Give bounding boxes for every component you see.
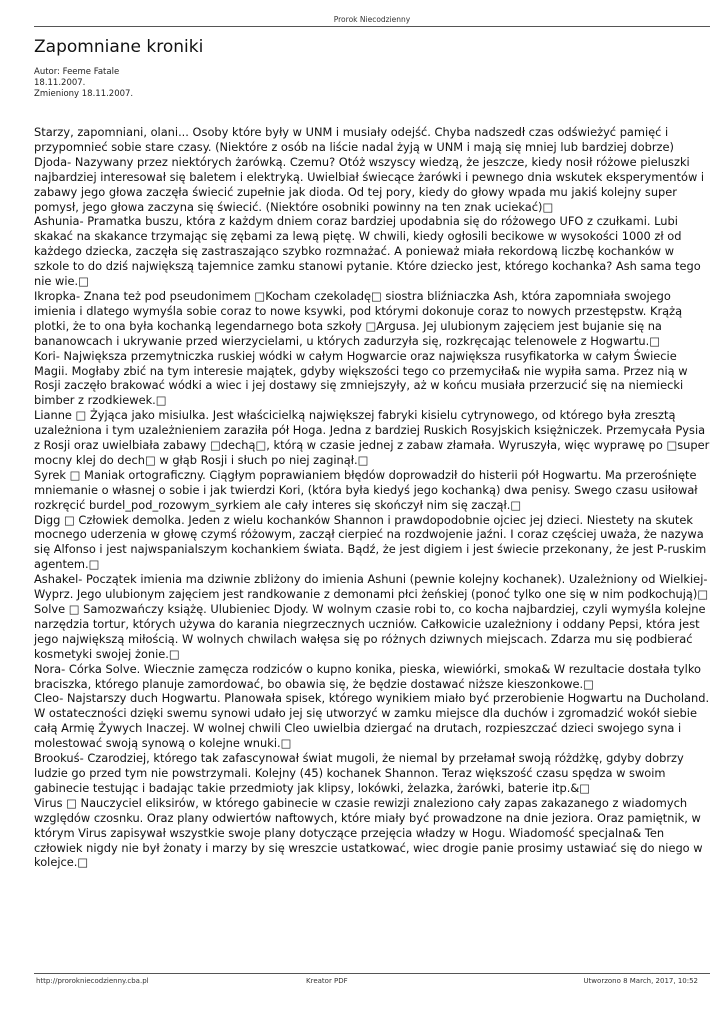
paragraph-cleo: Cleo- Najstarszy duch Hogwartu. Planowała spisek, którego wynikiem miało być przerobienie Hogwartu na Ducholand. W ostateczności dzięki swemu synowi udało jej się utworzyć w zamku miejsce dla duchów i zgromadzić wokół siebie całą Armię Żywych Inaczej. W wolnej chwili Cleo uwielbia dziergać na drutach, rozpieszczać dzieci swojego syna i molestować swoją synową o kolejne wnuki.□	[34, 691, 710, 751]
modified-date: Zmieniony 18.11.2007.	[34, 89, 134, 99]
article-body	[34, 125, 712, 870]
paragraph-nora: Nora- Córka Solve. Wiecznie zamęcza rodziców o kupno konika, pieska, wiewiórki, smoka& W rezultacie dostała tylko braciszka, którego planuje zamordować, bo obawia się, że będzie dostawać niższe kieszonkowe.□	[34, 661, 701, 691]
paragraph-ikropka: Ikropka- Znana też pod pseudonimem □Kocham czekoladę□ siostra bliźniaczka Ash, która zapomniała swojego imienia i dlatego wymyśla sobie coraz to nowe ksywki, pod którymi dokonuje coraz to nowych przestępstw. Krążą plotki, że to ona była kochanką legendarnego bota szkoły □Argusa. Jej ulubionym zajęciem jest bujanie się na bananowcach i ukrywanie przed wierzycielami, u których zadurzyła się, rozkręcając telenowele z Hogwartu.□	[34, 288, 683, 348]
paragraph-ashakel: Ashakel- Początek imienia ma dziwnie zbliżony do imienia Ashuni (pewnie kolejny kochanek). Uzależniony od Wielkiej-Wyprz. Jego ulubionym zajęciem jest randkowanie z demonami płci żeńskiej (ponoć tylko one się w nim podkochują)□	[34, 572, 709, 602]
article-title: Zapomniane kroniki	[34, 37, 204, 57]
paragraph-digg: Digg □ Człowiek demolka. Jeden z wielu kochanków Shannon i prawdopodobnie ojciec jej dzieci. Niestety na skutek mocnego uderzenia w głowę czymś różowym, zaczął cierpieć na rozdwojenie jaźni. I coraz częściej uważa, że nazywa się Alfonso i jest najwspanialszym kochankiem świata. Bądź, że jest digiem i jest świecie przekonany, że jest P-ruskim agentem.□	[34, 512, 707, 572]
site-name: Prorok Niecodzienny	[333, 15, 411, 24]
publish-date: 18.11.2007.	[34, 78, 86, 88]
paragraph-djoda: Djoda- Nazywany przez niektórych żarówką. Czemu? Otóż wszyscy wiedzą, że jeszcze, kiedy nosił różowe pieluszki najbardziej interesował się baletem i elektryką. Uwielbiał świecące żarówki i pewnego dnia wskutek eksperymentów i zabawy jego głowa zaczęła świecić zupełnie jak dioda. Od tej pory, kiedy do głowy wpada mu jakiś kolejny super pomysł, jego głowa zaczyna się świecić. (Niektóre osobniki powinny na ten znak uciekać)□	[34, 154, 705, 214]
paragraph-lianne: Lianne □ Żyjąca jako misiulka. Jest właścicielką największej fabryki kisielu cytrynowego, od którego była zresztą uzależniona i tym uzależnieniem zaraziła pół Hoga. Jedna z bardziej Ruskich Rosyjskich księżniczek. Przemycała Pysia z Rosji oraz uwielbiała zabawy □dechą□, którą w czasie jednej z zabaw złamała. Wyruszyła, więc wyprawę po □super mocny klej do dech□ w głąb Rosji i słuch po niej zaginął.□	[34, 408, 710, 467]
footer-created: Utworzono 8 March, 2017, 10:52	[583, 977, 698, 985]
footer-url[interactable]: http://prorokniecodzienny.cba.pl	[36, 977, 149, 985]
paragraph-ashunia: Ashunia- Pramatka buszu, która z każdym dniem coraz bardziej upodabnia się do różowego UFO z czułkami. Lubi skakać na skakance trzymając się zębami za lewą piętę. W chwili, kiedy ogłosili becikowe w wysokości 1000 zł od każdego dziecka, zaczęła się zastraszająco szybko rozmnażać. A ponieważ miała rekordową liczbę kochanków w szkole to do dziś największą tajemnice zamku stanowi pytanie. Które dziecko jest, którego kochanka? Ash sama tego nie wie.□	[34, 214, 701, 289]
page-footer	[34, 973, 710, 986]
paragraph-virus: Virus □ Nauczyciel eliksirów, w którego gabinecie w czasie rewizji znaleziono cały zapas zakazanego z wiadomych względów czosnku. Oraz plany odwiertów naftowych, które miały być prowadzone na dnie jeziora. Oraz pamiętnik, w którym Virus zapisywał wszystkie swoje plany dotyczące przejęcia władzy w Hogu. Wiadomość specjalna& Ten człowiek nigdy nie był żonaty i marzy by się wreszcie ustatkować, wiec drogie panie prosimy ustawiać się do niego w kolejce.□	[34, 795, 703, 870]
paragraph-syrek: Syrek □ Maniak ortograficzny. Ciągłym poprawianiem błędów doprowadził do histerii pół Hogwartu. Ma przerośnięte mniemanie o własnej o sobie i jak twierdzi Kori, (która była kiedyś jego kochanką) dwa penisy. Swego czasu usiłował rozkręcić burdel_pod_rozowym_syrkiem ale cały interes się skończył nim się zaczął.□	[34, 467, 698, 512]
paragraph-brookus: Brookuś- Czarodziej, którego tak zafascynował świat mugoli, że niemal by przełamał swoją różdżkę, gdyby dobrzy ludzie go przed tym nie powstrzymali. Kolejny (45) kochanek Shannon. Teraz większość czasu spędza w swoim gabinecie testując i badając takie przedmioty jak klipsy, lokówki, żelazka, żarówki, baterie itp.&□	[34, 751, 684, 795]
page-header	[34, 15, 710, 27]
paragraph-solve: Solve □ Samozwańczy książę. Ulubieniec Djody. W wolnym czasie robi to, co kocha najbardziej, czyli wymyśla kolejne narzędzia tortur, których używa do karania niegrzecznych uczniów. Całkowicie uzależniony i oddany Pepsi, która jest jego największą miłością. W wolnych chwilach wałęsa się po różnych dziwnych miejscach. Zdarza mu się podbierać kosmetyki swojej żonie.□	[34, 602, 706, 661]
article-meta	[34, 67, 133, 100]
author-line: Autor: Feeme Fatale	[34, 67, 120, 77]
paragraph-intro: Starzy, zapomniani, olani... Osoby które były w UNM i musiały odejść. Chyba nadszedł czas odświeżyć pamięć i przypomnieć sobie stare czasy. (Niektóre z osób na liście nadal żyją w UNM i mają się mniej lub bardziej dobrze)	[34, 125, 674, 154]
paragraph-kori: Kori- Największa przemytniczka ruskiej wódki w całym Hogwarcie oraz największa rusyfikatorka w całym Świecie Magii. Mogłaby zbić na tym interesie majątek, gdyby większości tego co przemyciła& nie wypiła sama. Przez nią w Rosji zaczęło brakować wódki a wiec i jej dostawy się zmniejszyły, aż w końcu musiała przerzucić się na niemiecki bimber z rzodkiewek.□	[34, 348, 688, 408]
footer-creator: Kreator PDF	[306, 977, 348, 985]
